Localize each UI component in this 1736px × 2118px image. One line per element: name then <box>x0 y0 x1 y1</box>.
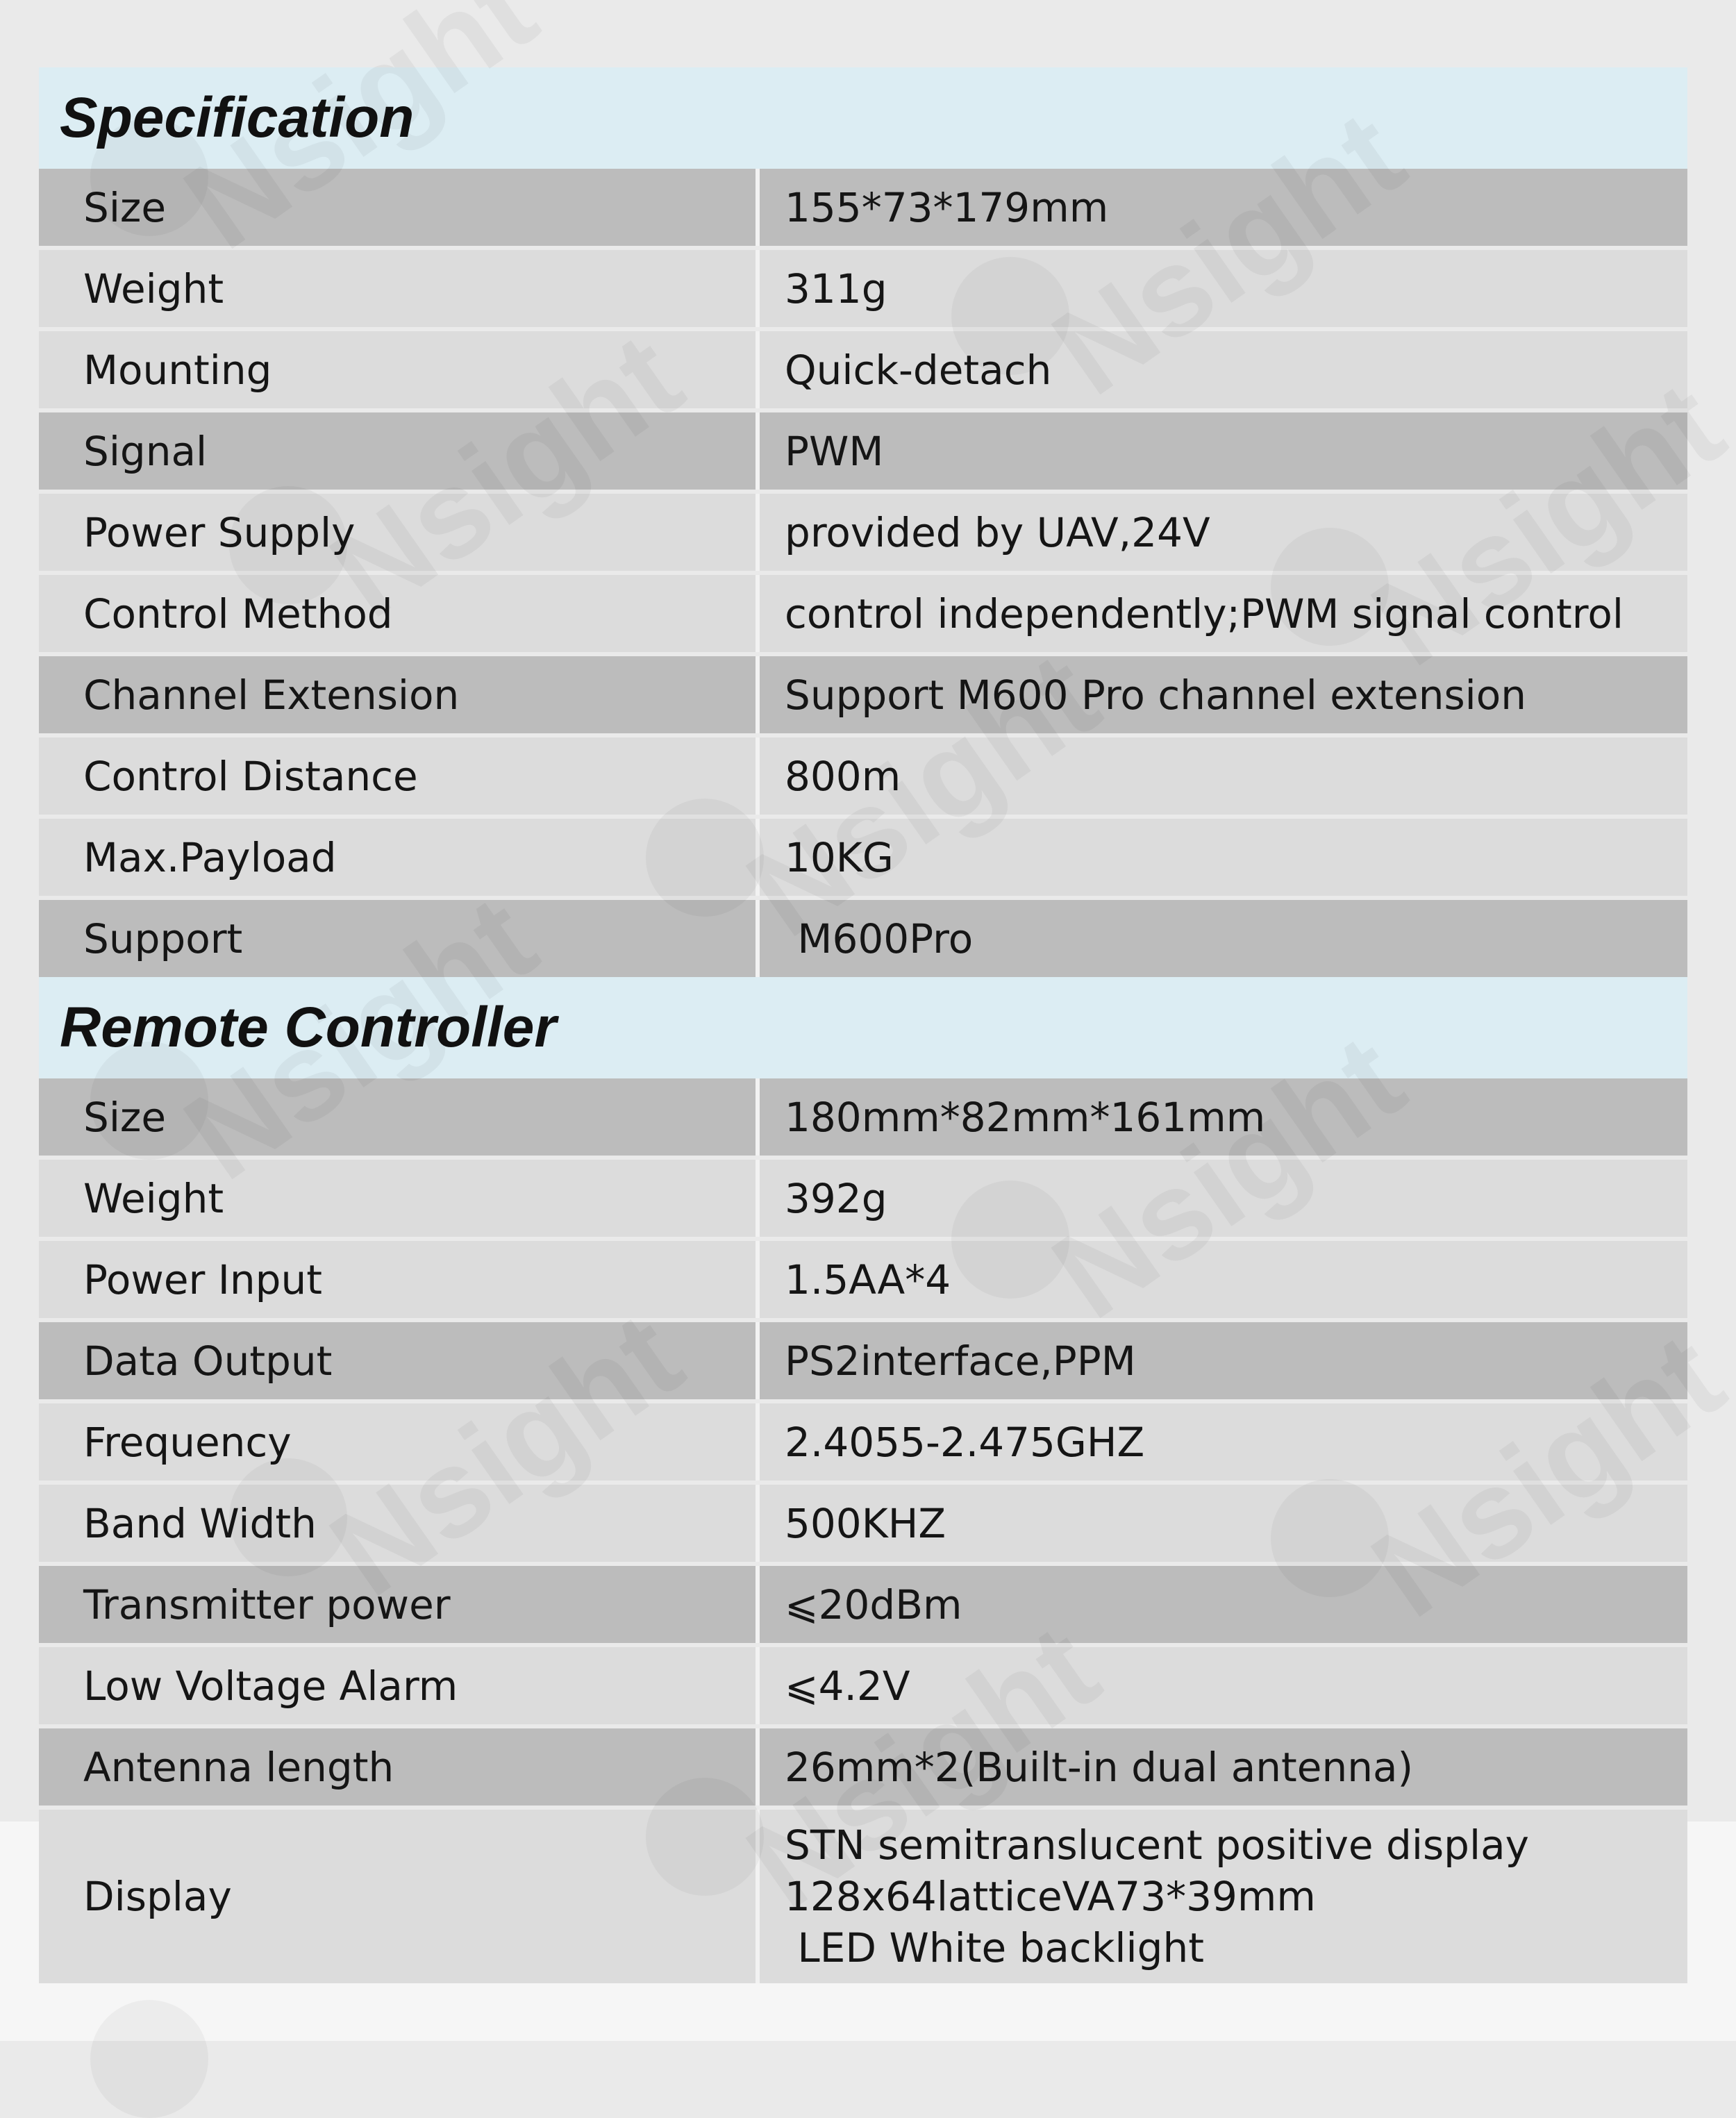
rc-row-transmitter-power <box>39 1566 1687 1643</box>
spec-row-power-supply <box>39 494 1687 571</box>
row-value: STN semitranslucent positive display 128x64latticeVA73*39mm LED White backlight <box>785 1821 1529 1971</box>
spec-row-size <box>39 169 1687 246</box>
row-value: ⩽4.2V <box>785 1662 910 1710</box>
rc-row-frequency <box>39 1403 1687 1481</box>
spec-sheet <box>39 67 1687 1983</box>
row-value: Quick-detach <box>785 346 1052 394</box>
spec-row-signal <box>39 412 1687 490</box>
spec-row-max-payload <box>39 819 1687 896</box>
spec-row-support <box>39 900 1687 977</box>
row-label: Antenna length <box>39 1728 760 1806</box>
row-value: 2.4055-2.475GHZ <box>785 1418 1145 1466</box>
row-value: 155*73*179mm <box>785 183 1109 231</box>
row-value: ⩽20dBm <box>785 1581 962 1628</box>
rc-row-band-width <box>39 1485 1687 1562</box>
row-label: Data Output <box>39 1322 760 1399</box>
spec-row-control-method <box>39 575 1687 652</box>
row-value: PWM <box>785 427 884 475</box>
row-value: PS2interface,PPM <box>785 1337 1136 1385</box>
spec-row-weight <box>39 250 1687 327</box>
spec-row-control-distance <box>39 737 1687 815</box>
row-value: 1.5AA*4 <box>785 1256 951 1303</box>
rc-row-display <box>39 1810 1687 1983</box>
rc-row-size <box>39 1078 1687 1156</box>
spec-row-mounting <box>39 331 1687 408</box>
rc-row-low-voltage-alarm <box>39 1647 1687 1724</box>
row-label: Control Distance <box>39 737 760 815</box>
rc-row-data-output <box>39 1322 1687 1399</box>
row-value: control independently;PWM signal control <box>785 590 1624 637</box>
row-label: Control Method <box>39 575 760 652</box>
rc-row-power-input <box>39 1241 1687 1318</box>
row-label: Band Width <box>39 1485 760 1562</box>
row-label: Signal <box>39 412 760 490</box>
row-value: 311g <box>785 265 887 312</box>
section-header-specification <box>39 67 1687 169</box>
row-value: Support M600 Pro channel extension <box>785 671 1527 719</box>
row-label: Size <box>39 169 760 246</box>
row-label: Low Voltage Alarm <box>39 1647 760 1724</box>
row-value: 500KHZ <box>785 1499 946 1547</box>
row-label: Mounting <box>39 331 760 408</box>
row-value: M600Pro <box>785 915 974 962</box>
row-value: provided by UAV,24V <box>785 508 1210 556</box>
row-label: Transmitter power <box>39 1566 760 1643</box>
section-header-remote-controller <box>39 977 1687 1078</box>
row-label: Weight <box>39 1160 760 1237</box>
row-value: 800m <box>785 752 901 800</box>
row-label: Size <box>39 1078 760 1156</box>
section-title: Specification <box>60 86 415 149</box>
row-label: Frequency <box>39 1403 760 1481</box>
row-value: 26mm*2(Built-in dual antenna) <box>785 1743 1414 1791</box>
row-label: Display <box>39 1810 760 1983</box>
row-value: 392g <box>785 1174 887 1222</box>
spec-row-channel-extension <box>39 656 1687 733</box>
row-label: Power Input <box>39 1241 760 1318</box>
row-label: Support <box>39 900 760 977</box>
row-label: Max.Payload <box>39 819 760 896</box>
row-label: Channel Extension <box>39 656 760 733</box>
row-value: 10KG <box>785 833 894 881</box>
row-label: Weight <box>39 250 760 327</box>
row-value: 180mm*82mm*161mm <box>785 1093 1266 1141</box>
row-label: Power Supply <box>39 494 760 571</box>
rc-row-antenna-length <box>39 1728 1687 1806</box>
section-title: Remote Controller <box>60 996 557 1059</box>
rc-row-weight <box>39 1160 1687 1237</box>
